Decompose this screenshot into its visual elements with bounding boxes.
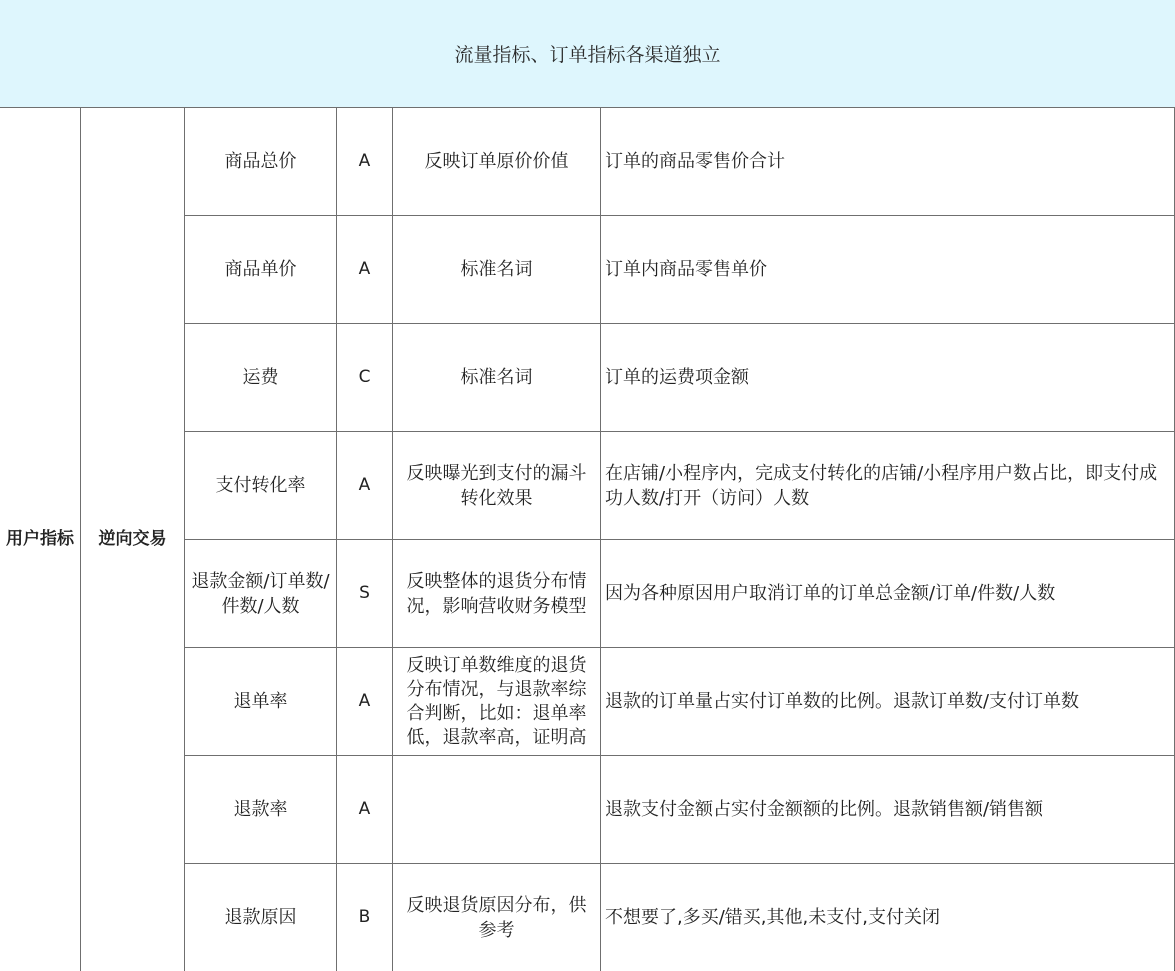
definition-cell[interactable]	[601, 216, 1175, 324]
grade-value: A	[358, 691, 371, 711]
grade-cell[interactable]	[337, 756, 393, 864]
definition-text: 退款的订单量占实付订单数的比例。退款订单数/支付订单数	[605, 691, 1080, 712]
grade-value: A	[358, 799, 371, 819]
definition-cell[interactable]	[601, 756, 1175, 864]
definition-text: 不想要了,多买/错买,其他,未支付,支付关闭	[605, 907, 940, 928]
purpose-text: 标准名词	[460, 259, 533, 280]
grade-cell[interactable]	[337, 216, 393, 324]
metric-cell[interactable]	[185, 216, 337, 324]
grade-cell[interactable]	[337, 864, 393, 971]
grade-cell[interactable]	[337, 108, 393, 216]
definition-cell[interactable]	[601, 540, 1175, 648]
metric-cell[interactable]	[185, 864, 337, 971]
category-label: 用户指标	[6, 529, 74, 549]
purpose-text: 反映曝光到支付的漏斗转化效果	[406, 462, 587, 509]
definition-cell[interactable]	[601, 324, 1175, 432]
subcategory-cell[interactable]	[81, 108, 185, 971]
metric-cell[interactable]	[185, 648, 337, 756]
definition-text: 订单的运费项金额	[605, 367, 749, 388]
subcategory-label: 逆向交易	[98, 529, 167, 549]
definition-cell[interactable]	[601, 648, 1175, 756]
definition-cell[interactable]	[601, 864, 1175, 971]
definition-cell[interactable]	[601, 432, 1175, 540]
purpose-cell[interactable]	[393, 108, 601, 216]
definition-text: 因为各种原因用户取消订单的订单总金额/订单/件数/人数	[605, 583, 1056, 604]
purpose-cell[interactable]	[393, 756, 601, 864]
metric-cell[interactable]	[185, 324, 337, 432]
header-title: 流量指标、订单指标各渠道独立	[454, 44, 721, 66]
purpose-text: 反映退货原因分布，供参考	[406, 894, 587, 941]
definition-text: 订单内商品零售单价	[605, 259, 767, 280]
grade-value: S	[359, 583, 370, 603]
metric-name: 退款金额/订单数/件数/人数	[191, 570, 330, 617]
metric-name: 支付转化率	[215, 475, 306, 496]
purpose-cell[interactable]	[393, 648, 601, 756]
metric-name: 退单率	[233, 691, 288, 712]
metric-name: 运费	[242, 367, 279, 388]
grade-value: C	[358, 367, 371, 387]
definition-text: 订单的商品零售价合计	[605, 151, 785, 172]
purpose-cell[interactable]	[393, 216, 601, 324]
grade-cell[interactable]	[337, 540, 393, 648]
merged-header-cell[interactable]	[0, 0, 1175, 108]
metric-name: 退款原因	[224, 907, 297, 928]
purpose-cell[interactable]	[393, 432, 601, 540]
metric-cell[interactable]	[185, 756, 337, 864]
purpose-cell[interactable]	[393, 540, 601, 648]
grade-value: A	[358, 259, 371, 279]
metric-cell[interactable]	[185, 108, 337, 216]
metric-name: 商品单价	[224, 259, 297, 280]
metric-cell[interactable]	[185, 432, 337, 540]
category-cell[interactable]	[0, 108, 81, 971]
metric-cell[interactable]	[185, 540, 337, 648]
grade-value: B	[358, 907, 371, 927]
grade-value: A	[358, 151, 371, 171]
grade-cell[interactable]	[337, 648, 393, 756]
metric-name: 商品总价	[224, 151, 297, 172]
purpose-cell[interactable]	[393, 864, 601, 971]
grade-cell[interactable]	[337, 432, 393, 540]
definition-text: 在店铺/小程序内，完成支付转化的店铺/小程序用户数占比，即支付成功人数/打开（访问）人数	[605, 462, 1158, 509]
definition-cell[interactable]	[601, 108, 1175, 216]
purpose-text: 反映整体的退货分布情况，影响营收财务模型	[406, 570, 587, 617]
grade-cell[interactable]	[337, 324, 393, 432]
purpose-cell[interactable]	[393, 324, 601, 432]
purpose-text: 反映订单原价价值	[424, 151, 569, 172]
metric-name: 退款率	[233, 799, 288, 820]
purpose-text: 标准名词	[460, 367, 533, 388]
grade-value: A	[358, 475, 371, 495]
definition-text: 退款支付金额占实付金额额的比例。退款销售额/销售额	[605, 799, 1044, 820]
purpose-text: 反映订单数维度的退货分布情况，与退款率综合判断，比如：退单率低，退款率高，证明高	[406, 654, 587, 748]
